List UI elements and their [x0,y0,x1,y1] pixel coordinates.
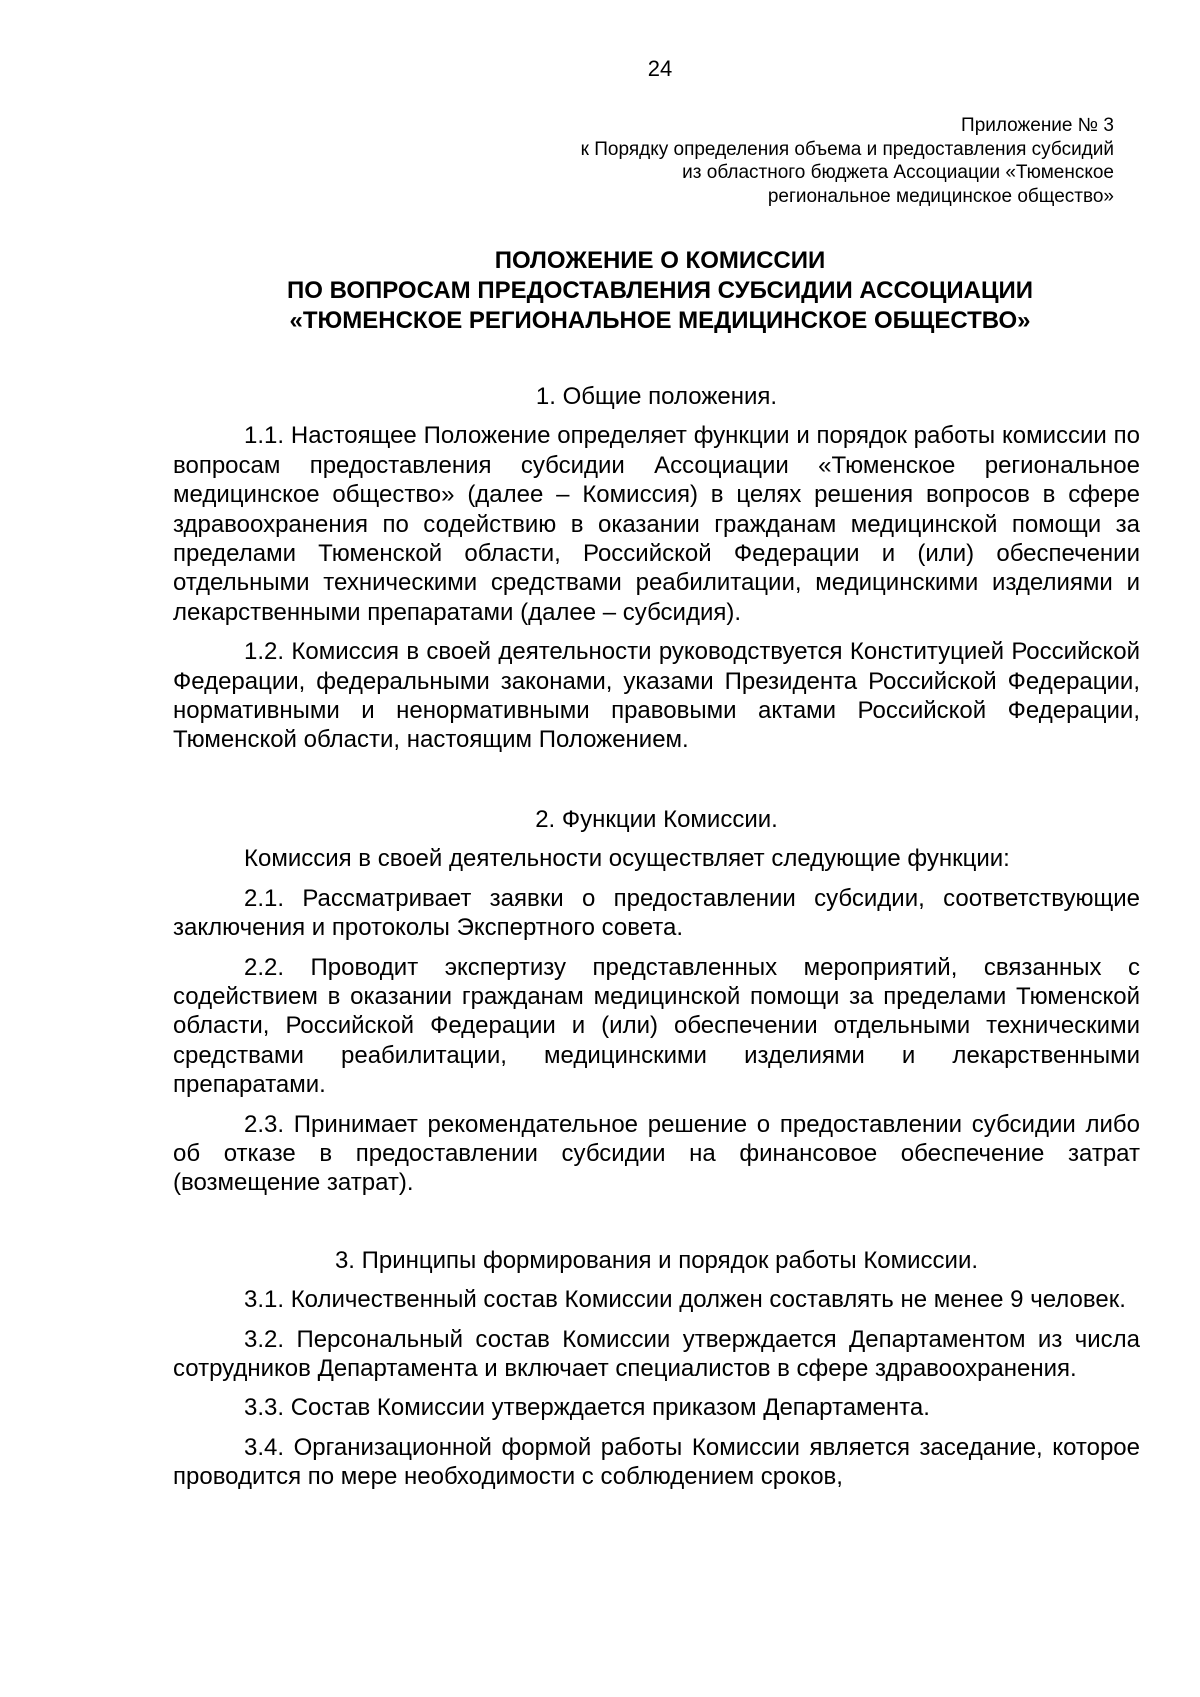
document-title [0,246,1200,336]
title-line-3: «ТЮМЕНСКОЕ РЕГИОНАЛЬНОЕ МЕДИЦИНСКОЕ ОБЩЕСТВО» [289,307,1031,334]
section-1-heading: 1. Общие положения. [535,383,778,410]
appendix-line-4: региональное медицинское общество» [767,185,1114,207]
page-number: 24 [647,56,673,81]
paragraph-3-4: 3.4. Организационной формой работы Комиссии является заседание, которое проводится по мере необходимости с соблюдением сроков, [173,1433,1140,1491]
title-line-2: ПО ВОПРОСАМ ПРЕДОСТАВЛЕНИЯ СУБСИДИИ АССОЦИАЦИИ [287,277,1033,304]
appendix-line-1: Приложение № 3 [961,115,1114,136]
appendix-line-3: из областного бюджета Ассоциации «Тюменское [682,162,1114,183]
appendix-line-2: к Порядку определения объема и предоставления субсидий [580,138,1114,160]
paragraph-2-2: 2.2. Проводит экспертизу представленных мероприятий, связанных с содействием в оказании гражданам медицинской помощи за пределами Тюменской области, Российской Федерации и (или) обеспечении отдельными техническими средствами реабилитации, медицинскими изделиями и лекарственными препаратами. [173,953,1140,1099]
section-2-intro: Комиссия в своей деятельности осуществляет следующие функции: [244,845,1010,873]
paragraph-3-1: 3.1. Количественный состав Комиссии должен составлять не менее 9 человек. [244,1286,1126,1314]
section-gap [173,1208,1140,1246]
section-3-heading: 3. Принципы формирования и порядок работы Комиссии. [334,1246,979,1274]
section-gap [173,765,1140,805]
title-line-1: ПОЛОЖЕНИЕ О КОМИССИИ [494,247,826,274]
paragraph-3-2: 3.2. Персональный состав Комиссии утверждается Департаментом из числа сотрудников Департамента и включает специалистов в сфере здравоохранения. [173,1325,1140,1382]
paragraph-2-3: 2.3. Принимает рекомендательное решение о предоставлении субсидии либо об отказе в предоставлении субсидии на финансовое обеспечение затрат (возмещение затрат). [173,1110,1140,1197]
paragraph-1-2: 1.2. Комиссия в своей деятельности руководствуется Конституцией Российской Федерации, федеральными законами, указами Президента Российской Федерации, нормативными и ненормативными правовыми актами Российской Федерации, Тюменской области, настоящим Положением. [173,638,1140,754]
paragraph-1-1: 1.1. Настоящее Положение определяет функции и порядок работы комиссии по вопросам предоставления субсидии Ассоциации «Тюменское региональное медицинское общество» (далее – Комиссия) в целях решения вопросов в сфере здравоохранения по содействию в оказании гражданам медицинской помощи за пределами Тюменской области, Российской Федерации и (или) обеспечении отдельными техническими средствами реабилитации, медицинскими изделиями и лекарственными препаратами (далее – субсидия). [173,422,1140,626]
paragraph-2-1: 2.1. Рассматривает заявки о предоставлении субсидии, соответствующие заключения и протоколы Экспертного совета. [173,884,1140,942]
document-body [173,382,1140,1502]
section-2-heading: 2. Функции Комиссии. [535,805,778,833]
paragraph-3-3: 3.3. Состав Комиссии утверждается приказом Департамента. [244,1394,930,1422]
appendix-reference [414,114,1114,208]
